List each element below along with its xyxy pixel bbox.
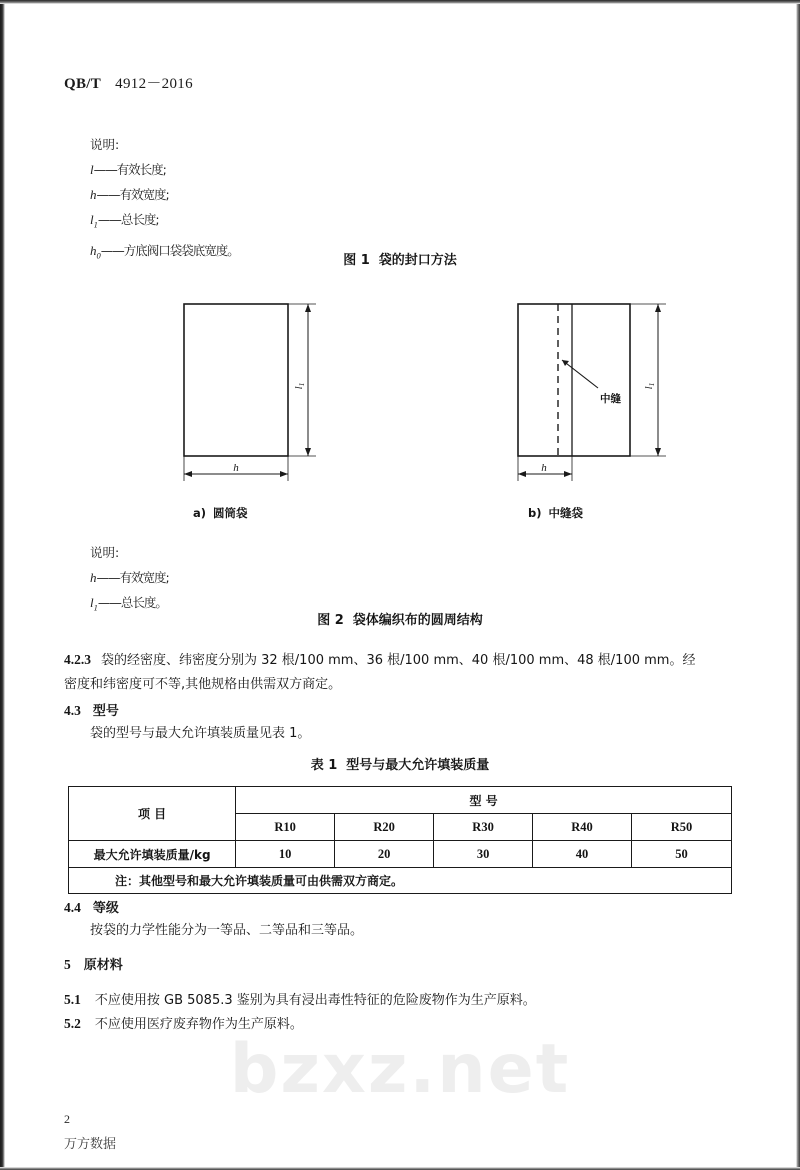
table1-value-r20: 20 [335, 841, 434, 868]
legend-text: ——有效长度; [93, 162, 166, 177]
table1-value-r50: 50 [632, 841, 732, 868]
table-row-header-group [69, 787, 732, 814]
legend-symbol: $l_1$ [90, 212, 98, 230]
clause-5-heading: 原材料 [83, 958, 123, 973]
figure2-caption [0, 609, 800, 628]
clause-4-2-3-text: 袋的经密度、纬密度分别为 32 根/100 mm、36 根/100 mm、40 根/100 mm、48 根/100 mm。经 [101, 653, 696, 668]
clause-4-2-3-number: 4.2.3 [64, 652, 91, 667]
subcaption-b-label: b) [528, 506, 542, 520]
scan-edge-right [796, 0, 800, 1170]
seam-annotation-label: 中缝 [600, 393, 621, 405]
legend-text: ——有效宽度; [96, 570, 169, 585]
running-header [64, 72, 193, 93]
clause-4-4-number: 4.4 [64, 900, 81, 915]
dim-width-label-a: h [233, 462, 239, 474]
figure2-label: 图 2 [317, 613, 344, 628]
clause-5-1-number: 5.1 [64, 992, 81, 1007]
legend-text: ——总长度; [97, 212, 159, 227]
legend-text: ——总长度。 [97, 595, 167, 610]
watermark: bzxz.net [229, 1030, 571, 1109]
clause-4-4-heading: 等级 [92, 901, 119, 916]
subcaption-b-title: 中缝袋 [548, 506, 583, 520]
standard-code: QB/T [64, 76, 102, 92]
clause-4-4-body-row [64, 919, 363, 943]
clause-4-2-3-text-line2: 密度和纬密度可不等,其他规格由供需双方商定。 [64, 677, 342, 692]
legend-title: 说明: [90, 545, 120, 560]
clause-5-2-text: 不应使用医疗废弃物作为生产原料。 [94, 1017, 303, 1032]
table1-group-header: 型 号 [236, 787, 732, 814]
table1-value-r30: 30 [434, 841, 533, 868]
table1-note: 注：其他型号和最大允许填装质量可由供需双方商定。 [69, 868, 732, 894]
clause-4-4-body: 按袋的力学性能分为一等品、二等品和三等品。 [90, 923, 364, 938]
dim-height-label-a: l1 [293, 382, 306, 390]
legend-title: 说明: [90, 137, 120, 152]
dim-height-label-b: l1 [643, 382, 656, 390]
subcaption-a-label: a) [193, 506, 207, 520]
figure1-label: 图 1 [343, 253, 370, 268]
clause-4-3-heading-row [64, 699, 119, 724]
table1-model-r20: R20 [335, 814, 434, 841]
legend-item [90, 565, 169, 590]
subcaption-a-title: 圆筒袋 [213, 506, 248, 520]
table1-item-header: 项 目 [69, 787, 236, 841]
footer-brand: 万方数据 [64, 1137, 117, 1152]
table1-caption-label: 表 1 [310, 758, 338, 773]
legend-symbol: h [90, 187, 97, 202]
clause-4-4-heading-row [64, 896, 119, 921]
figure1-caption [0, 249, 800, 268]
legend-text: ——有效宽度; [96, 187, 169, 202]
table1-value-r10: 10 [236, 841, 335, 868]
table1-caption [0, 754, 800, 773]
clause-5-heading-row [64, 953, 123, 978]
legend-item [90, 182, 239, 207]
table1-model-r40: R40 [533, 814, 632, 841]
clause-5-1-text: 不应使用按 GB 5085.3 鉴别为具有浸出毒性特征的危险废物作为生产原料。 [94, 993, 536, 1008]
standard-number: 4912－2016 [115, 76, 193, 92]
legend-text: ——方底阀口袋袋底宽度。 [100, 242, 239, 258]
clause-5-1 [64, 988, 536, 1013]
table1-row-label: 最大允许填装质量/kg [69, 841, 236, 868]
table-row-note [69, 868, 732, 894]
figure2-diagram-b [510, 296, 680, 486]
clause-4-3-body: 袋的型号与最大允许填装质量见表 1。 [90, 726, 311, 741]
legend-symbol: $l_1$ [90, 595, 98, 613]
figure2-title: 袋体编织布的圆周结构 [352, 613, 483, 628]
table1-model-r50: R50 [632, 814, 732, 841]
scan-edge-left [0, 0, 5, 1170]
figure2-subcaption-b [528, 505, 583, 521]
legend-item [90, 157, 239, 182]
clause-4-2-3 [64, 648, 744, 697]
scan-edge-top [0, 0, 800, 4]
clause-4-3-body-row [64, 722, 310, 746]
figure1-title: 袋的封口方法 [378, 253, 457, 268]
clause-4-3-number: 4.3 [64, 703, 81, 718]
dim-width-label-b: h [541, 462, 547, 474]
figure1-legend [90, 132, 239, 268]
table1-model-r30: R30 [434, 814, 533, 841]
figure2-subcaption-a [193, 505, 248, 521]
page-number: 2 [64, 1112, 70, 1126]
figure2-diagram-a [176, 296, 326, 486]
legend-symbol: l [90, 162, 94, 177]
table1-value-r40: 40 [533, 841, 632, 868]
legend-symbol: $h_0$ [90, 242, 101, 261]
table1-caption-title: 型号与最大允许填装质量 [346, 758, 490, 773]
clause-5-number: 5 [64, 957, 71, 972]
table1-model-r10: R10 [236, 814, 335, 841]
legend-symbol: h [90, 570, 97, 585]
table1 [68, 786, 732, 894]
table-row [69, 841, 732, 868]
clause-5-2-number: 5.2 [64, 1016, 81, 1031]
clause-4-3-heading: 型号 [92, 704, 119, 719]
legend-item [90, 207, 239, 238]
